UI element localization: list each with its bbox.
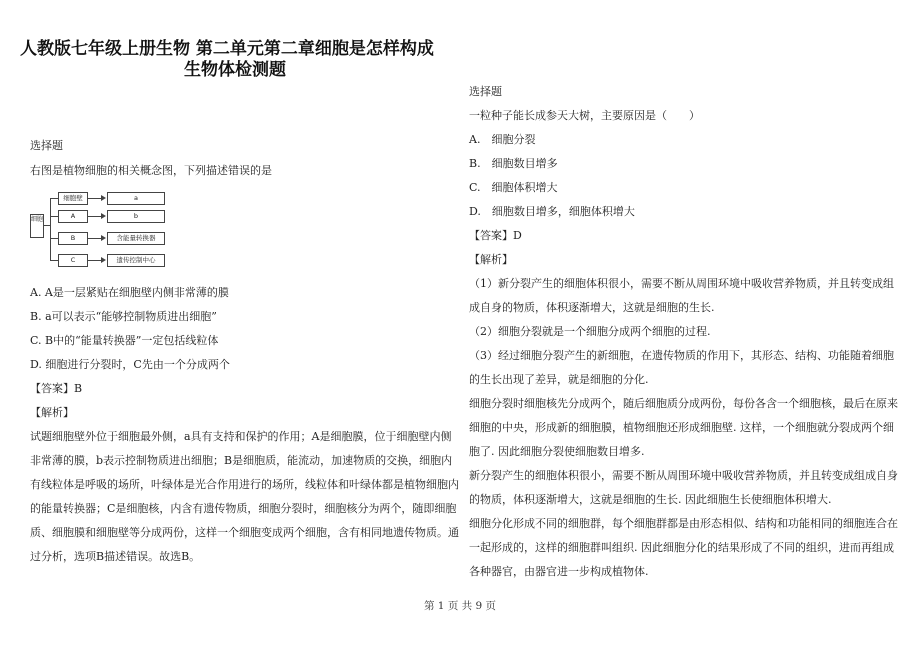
right-analysis-line: 成自身的物质，体积逐渐增大，这就是细胞的生长. [469, 301, 715, 314]
right-analysis-line: （2）细胞分裂就是一个细胞分成两个细胞的过程. [469, 325, 711, 338]
right-analysis-line: 一起形成的，这样的细胞群叫组织. 因此细胞分化的结果形成了不同的组织，进而再组成 [469, 541, 894, 554]
right-answer: 【答案】D [469, 229, 522, 242]
left-analysis-line: 有线粒体是呼吸的场所，叶绿体是光合作用进行的场所，线粒体和叶绿体都是植物细胞内 [30, 478, 459, 491]
right-analysis-line: 细胞分裂时细胞核先分成两个，随后细胞质分成两份，每份各含一个细胞核，最后在原来 [469, 397, 898, 410]
right-analysis-line: （1）新分裂产生的细胞体积很小，需要不断从周围环境中吸收营养物质，并且转变成组 [469, 277, 894, 290]
right-question: 一粒种子能长成参天大树，主要原因是（ ） [469, 109, 700, 122]
left-option-c: C. B中的“能量转换器”一定包括线粒体 [30, 334, 219, 347]
concept-diagram [30, 186, 170, 274]
right-option-d: D. 细胞数目增多，细胞体积增大 [469, 205, 635, 218]
page-footer: 第 1 页 共 9 页 [423, 600, 497, 612]
right-analysis-line: 的物质，体积逐渐增大，这就是细胞的生长. 因此细胞生长使细胞体积增大. [469, 493, 832, 506]
right-analysis-line: 细胞分化形成不同的细胞群，每个细胞群都是由形态相似、结构和功能相同的细胞连合在 [469, 517, 898, 530]
right-option-c: C. 细胞体积增大 [469, 181, 558, 194]
left-option-d: D. 细胞进行分裂时，C先由一个分成两个 [30, 358, 230, 371]
left-analysis-line: 的能量转换器；C是细胞核，内含有遗传物质，细胞分裂时，细胞核分为两个，随即细胞 [30, 502, 457, 515]
diagram-level1-c: C [58, 254, 88, 267]
right-option-a: A. 细胞分裂 [469, 133, 536, 146]
diagram-level2-genetic-center: 遗传控制中心 [107, 254, 165, 267]
right-section-heading: 选择题 [469, 85, 502, 98]
right-analysis-line: 细胞的中央，形成新的细胞膜，植物细胞还形成细胞壁. 这样，一个细胞就分裂成两个细 [469, 421, 894, 434]
diagram-level1-a: A [58, 210, 88, 223]
left-question: 右图是植物细胞的相关概念图，下列描述错误的是 [30, 164, 272, 177]
right-analysis-line: 各种器官，由器官进一步构成植物体. [469, 565, 649, 578]
right-analysis-line: 胞了. 因此细胞分裂使细胞数目增多. [469, 445, 645, 458]
left-analysis-line: 非常薄的膜，b表示控制物质进出细胞；B是细胞质，能流动，加速物质的交换，细胞内 [30, 454, 453, 467]
right-analysis-label: 【解析】 [469, 253, 513, 266]
diagram-level2-b: b [107, 210, 165, 223]
right-analysis-line: 新分裂产生的细胞体积很小，需要不断从周围环境中吸收营养物质，并且转变成组成自身 [469, 469, 898, 482]
diagram-level1-cell-wall: 细胞壁 [58, 192, 88, 205]
document-title-line2: 生物体检测题 [184, 60, 286, 80]
diagram-root-box: 细胞 [30, 214, 44, 238]
document-title-line1: 人教版七年级上册生物 第二单元第二章细胞是怎样构成 [20, 39, 434, 59]
left-section-heading: 选择题 [30, 139, 63, 152]
right-analysis-line: （3）经过细胞分裂产生的新细胞，在遗传物质的作用下，其形态、结构、功能随着细胞 [469, 349, 894, 362]
diagram-level2-energy: 含能量转换器 [107, 232, 165, 245]
left-option-a: A. A是一层紧贴在细胞壁内侧非常薄的膜 [30, 286, 229, 299]
left-analysis-line: 过分析，选项B描述错误。故选B。 [30, 550, 201, 563]
diagram-level1-b: B [58, 232, 88, 245]
right-option-b: B. 细胞数目增多 [469, 157, 558, 170]
diagram-level2-a: a [107, 192, 165, 205]
left-analysis-line: 质、细胞膜和细胞壁等分成两份，这样一个细胞变成两个细胞，含有相同地遗传物质。通 [30, 526, 459, 539]
left-analysis-label: 【解析】 [30, 406, 74, 419]
left-analysis-line: 试题细胞壁外位于细胞最外侧，a具有支持和保护的作用；A是细胞膜，位于细胞壁内侧 [30, 430, 452, 443]
left-answer: 【答案】B [30, 382, 83, 395]
right-analysis-line: 的生长出现了差异，就是细胞的分化. [469, 373, 649, 386]
left-option-b: B. a可以表示“能够控制物质进出细胞” [30, 310, 217, 323]
